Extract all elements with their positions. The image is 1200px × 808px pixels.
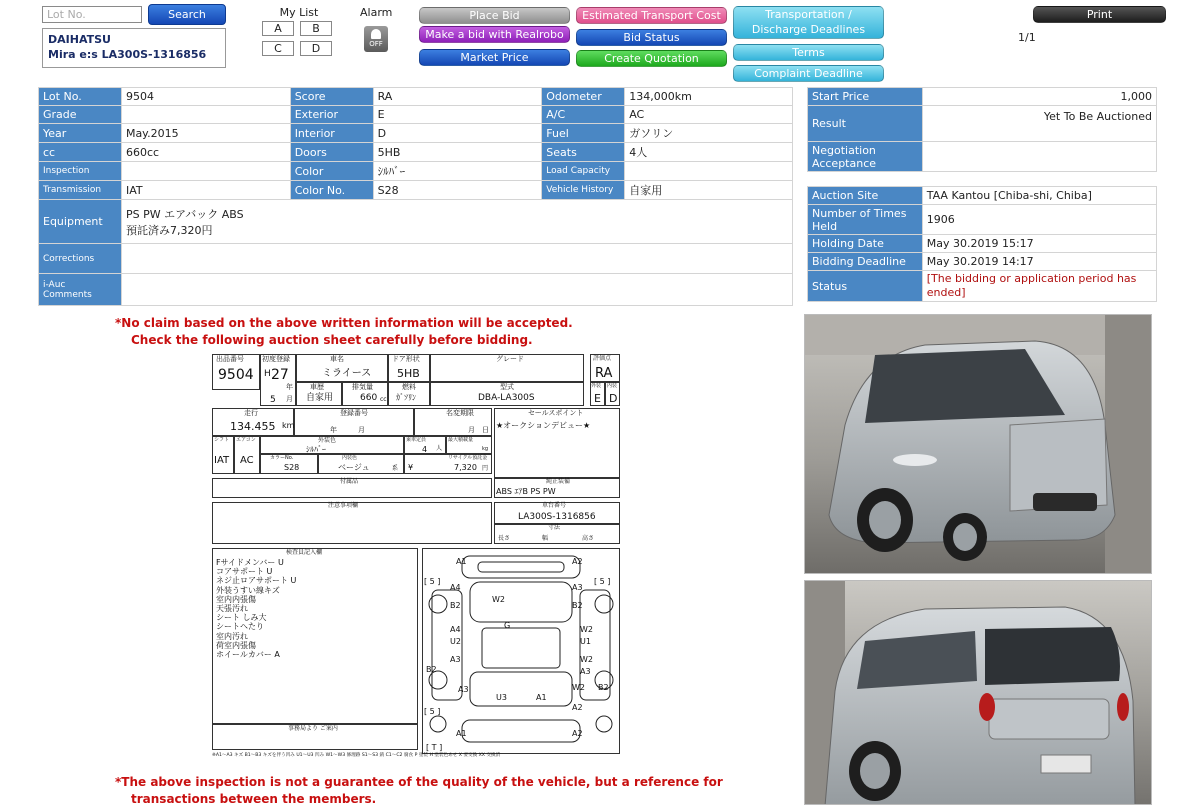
table-row [808,235,1157,253]
iauc-comments-label: i-Auc Comments [39,274,122,306]
inspector-note: 荷室内張傷 [216,640,256,650]
sheet-inspector-notes [216,558,296,659]
sheet-length-heading: 長さ [498,535,511,542]
sheet-sales-point-heading: セールスポイント [528,409,584,417]
times-held-value: 1906 [922,205,1156,235]
times-held-label: Number of Times Held [808,205,923,235]
diag-a3-left: A3 [450,655,461,664]
bidding-deadline-value: May 30.2019 14:17 [922,253,1156,271]
left-bottom-wheel-shape [430,716,446,732]
sheet-month: 5 [270,395,276,405]
sheet-int-color-heading: 内装色 [342,455,358,461]
hood-shape [470,582,572,622]
table-row [39,274,793,306]
sheet-model-heading: 型式 [500,383,514,391]
diag-b5-right-top: [ 5 ] [594,577,611,586]
diag-a2-bot: A2 [572,729,583,738]
sheet-exterior: E [594,392,601,405]
vehicle-history-label: Vehicle History [542,181,625,200]
diag-b5-left-bot: [ 5 ] [424,707,441,716]
equipment-line-2: 預託済み7,320円 [125,223,213,237]
alarm-state: OFF [369,40,383,48]
inspection-notice-line-2: transactions between the members. [131,792,377,806]
start-price-label: Start Price [808,88,923,106]
auction-info-table [807,186,1157,302]
car-rear-photo-image [805,581,1152,805]
my-list-a-button[interactable]: A [262,21,294,36]
inspector-note: Fサイドメンバー U [216,558,284,567]
search-button[interactable]: Search [148,4,226,25]
sheet-disp: 660 [360,393,378,403]
inspector-note: ネジ止ロアサポート U [216,576,297,586]
alarm-label: Alarm [360,6,393,19]
car-damage-diagram [422,548,620,754]
diag-g: G [504,621,511,630]
car-photo-rear[interactable] [804,580,1152,805]
score-value: RA [373,88,542,106]
table-row [39,88,793,106]
diag-a3-lower: A3 [458,685,469,694]
sheet-model-code: DBA-LA300S [478,393,535,403]
place-bid-button[interactable]: Place Bid [419,7,570,24]
sheet-month-unit: 月 [286,395,293,403]
rear-bumper-shape [462,720,580,742]
fuel-value: ガソリン [625,124,793,143]
diag-a2-lower: A2 [572,703,583,712]
grade-value [121,106,290,124]
table-row [39,124,793,143]
vehicle-history-value: 自家用 [625,181,793,200]
color-label: Color [290,162,373,181]
my-list-label: My List [279,6,319,19]
sheet-office-heading: 事務局より ご案内 [288,725,338,732]
diag-u3: U3 [496,693,507,702]
sheet-fuel: ｶﾞｿﾘﾝ [396,393,416,402]
ac-value: AC [625,106,793,124]
fuel-label: Fuel [542,124,625,143]
auction-sheet-image[interactable] [210,352,624,760]
diag-w2-right2: W2 [580,655,593,664]
page-indicator: 1/1 [1018,31,1036,44]
sheet-equipment-heading: 純正装備 [546,478,571,485]
my-list-d-button[interactable]: D [300,41,332,56]
diag-a1-center: A1 [536,693,547,702]
sheet-recycle: 7,320 [454,463,477,472]
table-row [808,271,1157,302]
inspector-note: 外装うすい線キズ [216,585,280,595]
table-row [39,181,793,200]
load-capacity-value [625,162,793,181]
sheet-accessories-heading: 付属品 [340,478,359,485]
odometer-value: 134,000km [625,88,793,106]
claim-notice-line-1: *No claim based on the above written information will be accepted. [115,316,573,330]
transmission-value: IAT [121,181,290,200]
car-front-photo-image [805,315,1152,574]
sheet-nc-day: 日 [482,426,489,434]
transmission-label: Transmission [39,181,122,200]
diag-w2-right3: W2 [572,683,585,692]
sheet-mileage: 134.455 [230,420,276,433]
inspector-note: コアサポート U [216,567,273,577]
lot-no-value: 9504 [121,88,290,106]
diag-b2-right3: B2 [598,683,609,692]
diag-b5-left-top: [ 5 ] [424,577,441,586]
exterior-label: Exterior [290,106,373,124]
inspector-note: ホイールカバー A [216,650,280,660]
score-label: Score [290,88,373,106]
sheet-sales-point-cell [494,408,620,478]
corrections-value [121,244,792,274]
sheet-footer-legend: ※A1～A3 キズ B1～B3 キズを伴う凹み U1～U3 凹み W1～W3 修理跡 S1～S3 錆 C1～C2 腐食 P 塗装 H 塗装色あせ X 要交換 XX 交換済 [212,753,501,758]
exterior-value: E [373,106,542,124]
auction-site-value: TAA Kantou [Chiba-shi, Chiba] [922,187,1156,205]
sheet-sales-point: ★オークションデビュー★ [496,421,591,430]
lot-no-label: Lot No. [39,88,122,106]
seats-label: Seats [542,143,625,162]
sheet-aircon: AC [240,455,254,466]
diag-w2-right: W2 [580,625,593,634]
vehicle-model: Mira e:s LA300S-1316856 [48,48,207,61]
cc-value: 660cc [121,143,290,162]
sheet-fuel-heading: 燃料 [402,383,416,391]
sheet-door: 5HB [397,367,420,380]
sheet-shift: IAT [214,455,230,466]
table-row [39,200,793,244]
bid-status-button[interactable]: Bid Status [576,29,727,46]
sheet-car-name: ミライース [322,368,372,379]
sheet-use-heading: 車歴 [310,383,324,391]
load-capacity-label: Load Capacity [542,162,625,181]
interior-value: D [373,124,542,143]
sheet-reg-no-heading: 登録番号 [340,409,368,417]
sheet-interior: D [609,392,618,405]
diag-u1-right: U1 [580,637,591,646]
sheet-grade-heading: グレード [496,355,524,363]
odometer-label: Odometer [542,88,625,106]
sheet-mileage-heading: 走行 [244,409,258,417]
sheet-nc-month: 月 [468,426,475,434]
vehicle-info-table [38,87,793,306]
sheet-era: H [264,369,271,379]
diag-t: [ T ] [426,743,443,752]
sheet-first-reg-heading: 初度登録 [262,355,290,363]
car-photo-front[interactable] [804,314,1152,574]
sheet-chassis-heading: 車台番号 [542,502,567,509]
sheet-disp-heading: 排気量 [352,383,373,391]
cc-label: cc [39,143,122,162]
status-value: [The bidding or application period has ended] [922,271,1156,302]
diag-a1-bot: A1 [456,729,467,738]
sheet-interior-heading: 内装 [607,383,618,389]
my-list-c-button[interactable]: C [262,41,294,56]
diag-b2-left2: B2 [426,665,437,674]
vehicle-make: DAIHATSU [48,33,111,46]
top-toolbar [0,0,1200,86]
market-price-button[interactable]: Market Price [419,49,570,66]
sheet-int-color-unit: 系 [392,465,399,472]
sheet-door-heading: ドア形状 [392,355,420,363]
holding-date-value: May 30.2019 15:17 [922,235,1156,253]
diag-a4-left: A4 [450,583,461,592]
sheet-capacity-heading: 乗車定員 [406,437,427,443]
transport-deadlines-button[interactable]: Transportation / Discharge Deadlines [733,6,884,39]
sheet-capacity: 4 [422,445,428,454]
table-row [39,244,793,274]
doors-label: Doors [290,143,373,162]
transport-cost-button[interactable]: Estimated Transport Cost [576,7,727,24]
sheet-score: RA [595,366,613,381]
table-row [39,162,793,181]
inspection-value [121,162,290,181]
sheet-use: 自家用 [306,393,334,403]
sheet-mileage-unit: km [282,421,295,430]
diag-w2-top: W2 [492,595,505,604]
sheet-year-unit: 年 [286,383,293,391]
complaint-deadline-button[interactable]: Complaint Deadline [733,65,884,82]
holding-date-label: Holding Date [808,235,923,253]
inspector-note: 室内内張傷 [216,594,256,604]
sheet-disp-unit: cc [380,396,387,403]
sheet-equipment: ABS ｴｱB PS PW [496,487,556,496]
sheet-ext-color: ｼﾙﾊﾞｰ [306,445,326,454]
sheet-yen-mark: ¥ [408,463,414,472]
sheet-name-change-heading: 名変期限 [446,409,474,417]
table-row [808,88,1157,106]
sheet-load-unit: kg [482,446,489,452]
table-row [39,143,793,162]
alarm-bell-icon[interactable] [364,26,388,52]
sheet-height-heading: 高さ [582,535,595,542]
sheet-notes-heading: 注意事項欄 [328,502,359,509]
sheet-lot-heading: 出品番号 [216,355,244,363]
print-button[interactable]: Print [1033,6,1166,23]
create-quotation-button[interactable]: Create Quotation [576,50,727,67]
start-price-value: 1,000 [922,88,1156,106]
table-row [808,187,1157,205]
right-bottom-wheel-shape [596,716,612,732]
table-row [808,253,1157,271]
sheet-lot-number: 9504 [218,367,254,383]
diag-u2-left: U2 [450,637,461,646]
negotiation-label: Negotiation Acceptance [808,142,923,172]
sheet-car-name-heading: 車名 [330,355,344,363]
claim-notice [115,315,573,349]
year-label: Year [39,124,122,143]
sheet-year: 27 [271,367,289,383]
status-label: Status [808,271,923,302]
vehicle-summary [42,28,226,68]
interior-label: Interior [290,124,373,143]
inspector-note: 室内汚れ [216,631,248,641]
diag-b2-right-top: B2 [572,601,583,610]
inspector-note: シート しみ大 [216,613,267,623]
inspection-notice-line-1: *The above inspection is not a guarantee of the quality of the vehicle, but a reference for [115,775,723,789]
auction-site-label: Auction Site [808,187,923,205]
sheet-inspector-heading: 検査員記入欄 [286,549,323,556]
sheet-color-no-heading: カラーNo. [270,455,294,461]
color-no-label: Color No. [290,181,373,200]
inspector-note: シートヘたり [216,622,264,632]
pricing-table [807,87,1157,172]
claim-notice-line-2: Check the following auction sheet carefully before bidding. [131,333,533,347]
diag-a4-left2: A4 [450,625,461,634]
sheet-dimensions-heading: 寸法 [548,524,561,531]
result-value: Yet To Be Auctioned [922,106,1156,142]
result-label: Result [808,106,923,142]
corrections-label: Corrections [39,244,122,274]
sheet-reg-month: 月 [358,426,365,434]
sheet-recycle-heading: リサイクル預託金 [448,455,488,461]
sheet-int-color: ベージュ [338,463,370,472]
negotiation-value [922,142,1156,172]
diag-a3-right-top: A3 [572,583,583,592]
grade-label: Grade [39,106,122,124]
table-row [808,142,1157,172]
diag-a2-top: A2 [572,557,583,566]
sheet-exterior-heading: 外装 [591,383,602,389]
bidding-deadline-label: Bidding Deadline [808,253,923,271]
bell-icon [371,29,381,39]
doors-value: 5HB [373,143,542,162]
sheet-width-heading: 幅 [542,535,549,542]
iauc-comments-value [121,274,792,306]
table-row [808,106,1157,142]
table-row [39,106,793,124]
roof-shape [482,628,560,668]
table-row [808,205,1157,235]
my-list-b-button[interactable]: B [300,21,332,36]
front-grille-shape [478,562,564,572]
inspector-note: 天張汚れ [216,604,248,614]
seats-value: 4人 [625,143,793,162]
equipment-label: Equipment [39,200,122,244]
diag-a1-top: A1 [456,557,467,566]
equipment-line-1: PS PW エアバック ABS [125,207,244,221]
realrobo-bid-button[interactable]: Make a bid with Realrobo [419,26,570,43]
diag-b2-left: B2 [450,601,461,610]
sheet-chassis: LA300S-1316856 [518,512,596,522]
diag-a3-right2: A3 [580,667,591,676]
sheet-color-no: S28 [284,463,300,472]
sheet-capacity-unit: 人 [436,445,443,452]
sheet-shift-heading: シフト [214,437,230,443]
year-value: May.2015 [121,124,290,143]
front-bumper-shape [462,556,580,578]
inspection-label: Inspection [39,162,122,181]
sheet-score-heading: 評価点 [593,355,612,362]
lot-number-input[interactable] [42,6,142,23]
sheet-max-load-heading: 最大積載量 [448,437,474,443]
color-value: ｼﾙﾊﾞｰ [373,162,542,181]
inspection-notice [115,774,723,808]
rear-hatch-shape [470,672,572,706]
sheet-reg-year: 年 [330,426,337,434]
sheet-aircon-heading: エアコン [236,437,256,443]
ac-label: A/C [542,106,625,124]
terms-button[interactable]: Terms [733,44,884,61]
sheet-ext-color-heading: 外装色 [318,437,337,444]
color-no-value: S28 [373,181,542,200]
equipment-value [121,200,792,244]
sheet-recycle-unit: 円 [482,465,489,472]
